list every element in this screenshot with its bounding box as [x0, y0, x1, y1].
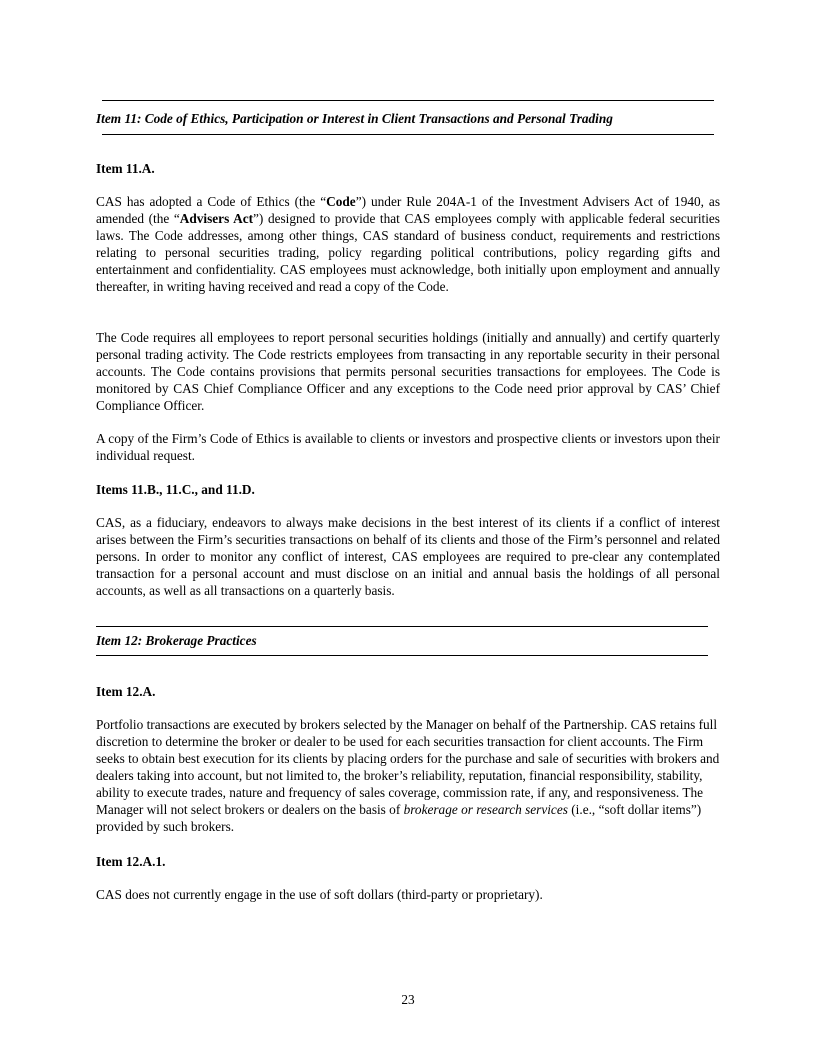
heading-rule-top	[102, 100, 714, 101]
item-12-heading: Item 12: Brokerage Practices	[96, 633, 257, 648]
brokerage-practices-paragraph: Portfolio transactions are executed by brokers selected by the Manager on behalf of the Partnership. CAS retains full discretion to determine the broker or dealer to be used for each securities transaction for client accounts. The Firm seeks to obtain best execution for its clients by placing orders for the purchase and sale of securities with brokers and dealers taking into account, but not limited to, the broker’s reliability, reputation, financial responsibility, stability, ability to execute trades, nature and frequency of sales coverage, commission rate, if any, and responsiveness. The Manager will not select brokers or dealers on the basis of brokerage or research services (i.e., “soft dollar items”) provided by such brokers.	[96, 717, 720, 834]
heading-rule-bottom	[102, 134, 714, 135]
code-availability-paragraph: A copy of the Firm’s Code of Ethics is available to clients or investors and prospective clients or investors upon their individual request.	[96, 431, 720, 463]
code-requirements-paragraph: The Code requires all employees to report personal securities holdings (initially and annually) and certify quarterly personal trading activity. The Code restricts employees from transacting in any reportable security in their personal accounts. The Code contains provisions that permits personal securities transactions for employees. The Code is monitored by CAS Chief Compliance Officer and any exceptions to the Code need prior approval by CAS’ Chief Compliance Officer.	[96, 330, 720, 413]
heading-rule-bottom	[96, 655, 708, 656]
conflict-of-interest-paragraph: CAS, as a fiduciary, endeavors to always make decisions in the best interest of its clients if a conflict of interest arises between the Firm’s securities transactions on behalf of its clients and those of the Firm’s personnel and related persons. In order to monitor any conflict of interest, CAS employees are required to pre-clear any contemplated transaction for a personal account and must disclose on an initial and annual basis the holdings of all personal accounts, as well as all transactions on a quarterly basis.	[96, 515, 720, 598]
page-number: 23	[401, 992, 415, 1007]
items-11bcd-heading: Items 11.B., 11.C., and 11.D.	[96, 482, 255, 497]
item-11-heading: Item 11: Code of Ethics, Participation or Interest in Client Transactions and Personal Trading	[96, 111, 613, 126]
item-11a-heading: Item 11.A.	[96, 161, 155, 176]
heading-rule-top	[96, 626, 708, 627]
item-12a-heading: Item 12.A.	[96, 684, 156, 699]
item-12a1-heading: Item 12.A.1.	[96, 854, 166, 869]
soft-dollars-paragraph: CAS does not currently engage in the use of soft dollars (third-party or proprietary).	[96, 887, 543, 902]
code-of-ethics-paragraph: CAS has adopted a Code of Ethics (the “Code”) under Rule 204A-1 of the Investment Advisers Act of 1940, as amended (the “Advisers Act”) designed to provide that CAS employees comply with applicable federal securities laws. The Code addresses, among other things, CAS standard of business conduct, requirements and restrictions relating to personal securities trading, policy regarding political contributions, policy regarding gifts and entertainment and confidentiality. CAS employees must acknowledge, both initially upon employment and annually thereafter, in writing having received and read a copy of the Code.	[96, 194, 720, 294]
